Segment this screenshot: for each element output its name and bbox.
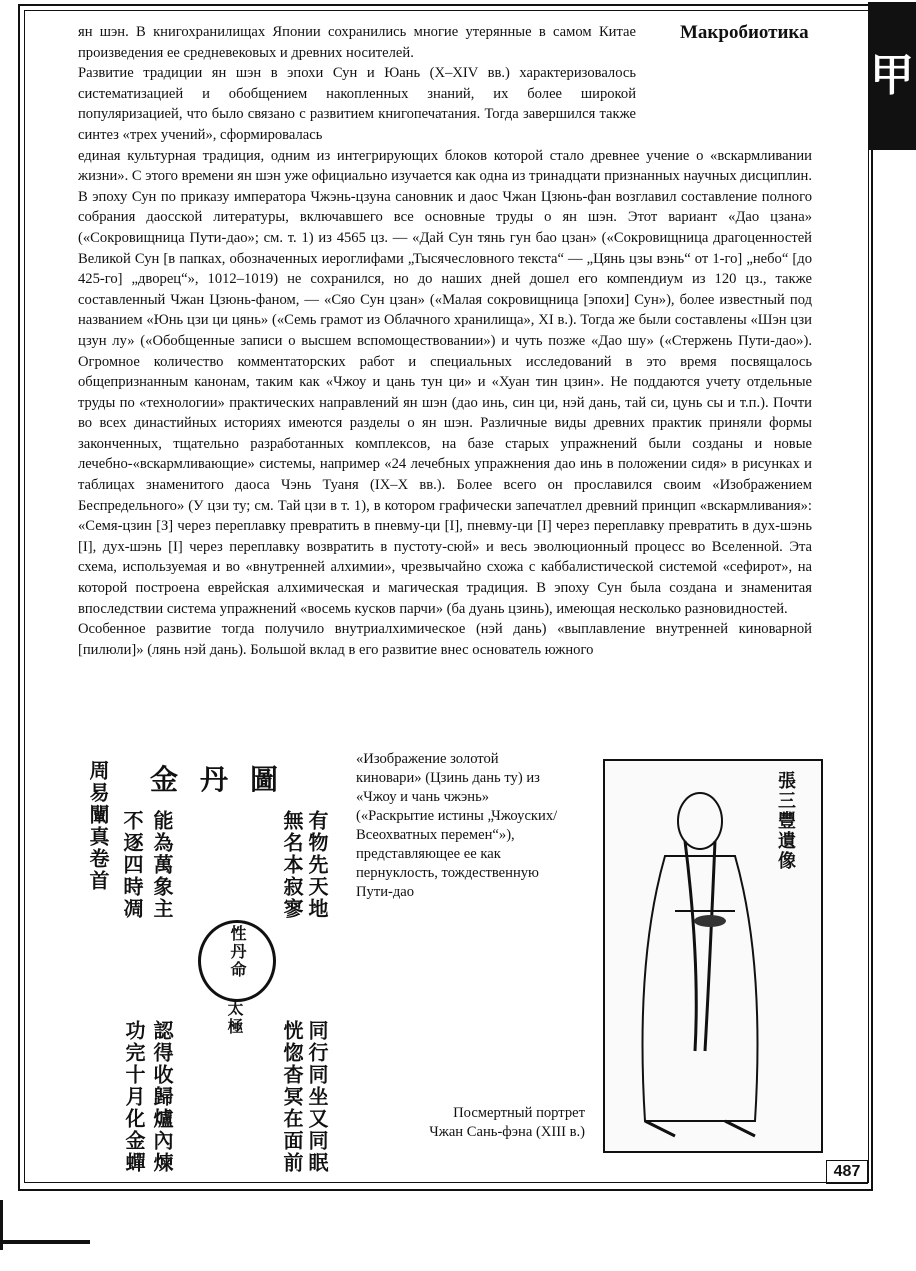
figure-column: 有物先天地 — [305, 810, 327, 920]
body-text — [78, 22, 812, 660]
figure-circle-chars: 性丹命 — [228, 925, 245, 979]
figure-column: 不逐四時凋 — [120, 810, 142, 920]
portrait-inscription: 張三豐遺像 — [776, 771, 796, 871]
paragraph-4: Особенное развитие тогда получило внутриалхимическое (нэй дань) «выплавление внутренней киноварной [пилюли]» (лянь нэй дань). Большой вклад в его развитие внес основатель южного — [78, 621, 812, 658]
paragraph-1: ян шэн. В книгохранилищах Японии сохранились многие утерянные в самом Китае произведения ее средневековых и древних носителей. — [78, 24, 636, 61]
figure-caption-left: «Изображение золотой киновари» (Цзинь дань ту) из «Чжоу и чань чжэнь» («Раскрытие истины „Чжоуских/ Всеохватных перемен“»), представляющее ее как пернуклость, тождественную Пути-дао — [356, 751, 558, 900]
figure-column: 能為萬象主 — [150, 810, 172, 920]
figure-label: 太極 — [225, 1000, 242, 1036]
portrait-image — [603, 759, 823, 1153]
paragraph-2: Развитие традиции ян шэн в эпохи Сун и Юань (X–XIV вв.) характеризовалось систематизацией и обобщением накопленных знаний, их более широкой популяризацией, что было связано с развитием книгопечатания. Тогда завершился также синтез «трех учений», сформировалась — [78, 65, 636, 143]
page-number: 487 — [826, 1160, 868, 1184]
figure-column: 恍惚杳冥在面前 — [280, 1020, 302, 1174]
paragraph-3: единая культурная традиция, одним из интегрирующих блоков которой стало древнее учение о «вскармливании жизни». С этого времени ян шэн уже официально изучается как одна из тринадцати признанных научных дисциплин. В эпоху Сун по приказу императора Чжэнь-цзуна сановник и даос Чжан Цзюнь-фан возглавил составление полного собрания даосской литературы, включавшего все основные труды о ян шэн. Этот вариант «Дао цзана» («Сокровищница Пути-дао»; см. т. 1) из 4565 цз. — «Дай Сун тянь гун бао цзан» («Сокровищница драгоценностей Великой Сун [в папках, обозначенных иероглифами „Тысячесловного текста“ — „Цянь цзы вэнь“ от 1-го] „небо“ [до 425-го] „дворец“», 1012–1019) не сохранился, но до наших дней дошел его компендиум из 120 цз., также составленный Чжан Цзюнь-фаном, — «Сяо Сун цзан» («Малая сокровищница [эпохи] Сун»), более известный под названием «Юнь цзи ци цянь» («Семь грамот из Облачного хранилища», XI в.). Тогда же были составлены «Шэн цзи цзун лу» («Обобщенные записи о высшем вспомоществовании») и чуть позже «Дао шу» («Стержень Пути-дао»). Огромное количество комментаторских работ и специальных исследований в это время посвящалось общепризнанным канонам, таким как «Чжоу и цань тун ци» и «Хуан тин цзин». Не поддаются учету отдельные труды по «технологии» практических направлений ян шэн (дао инь, син ци, нэй дань, тай си, цунь сы и т.п.). Почти во всех династийных историях имеются разделы о ян шэн. Различные виды древних практик приняли формы законченных, тщательно разработанных комплексов, на базе старых упражнений были созданы и новые лечебно-«вскармливающие» системы, например «24 лечебных упражнения дао инь в положении сидя» в рисунках и таблицах знаменитого даоса Чэнь Туаня (IX–X вв.). Более всего он прославился своим «Изображением Беспредельного» (У цзи ту; см. Тай цзи в т. 1), в котором графически запечатлел древний принцип «вскармливания»: «Семя-цзин [З] через переплавку превратить в пневму-ци [I], пневму-ци [I] через переплавку превратить в дух-шэнь [I], дух-шэнь [I] через переплавку возвратить в пустоту-сюй» и весь эволюционный процесс во Вселенной. Эта схема, используемая и во «внутренней алхимии», чрезвычайно схожа с каббалистической системой «сефирот», на которой построена еврейская алхимическая и магическая традиция. В эпоху Сун была создана и знаменитая впоследствии система упражнений «восемь кусков парчи» (ба дуань цзинь), имеющая несколько разновидностей. — [78, 147, 812, 617]
running-head: Макробиотика — [680, 22, 809, 43]
figure-column: 周易闡真卷首 — [86, 760, 108, 892]
figure-column: 同行同坐又同眠 — [305, 1020, 327, 1174]
figure-column: 功完十月化金蟬 — [122, 1020, 144, 1174]
page-edge — [0, 1200, 3, 1250]
section-tab: 甲 — [868, 2, 916, 150]
figure-title: 金丹圖 — [150, 765, 301, 796]
portrait-caption: Посмертный портрет Чжан Сань-фэна (XIII в.) — [429, 1105, 585, 1140]
figure-column: 認得收歸爐內煉 — [150, 1020, 172, 1174]
page-edge — [0, 1240, 90, 1244]
figure-column: 無名本寂寥 — [280, 810, 302, 920]
